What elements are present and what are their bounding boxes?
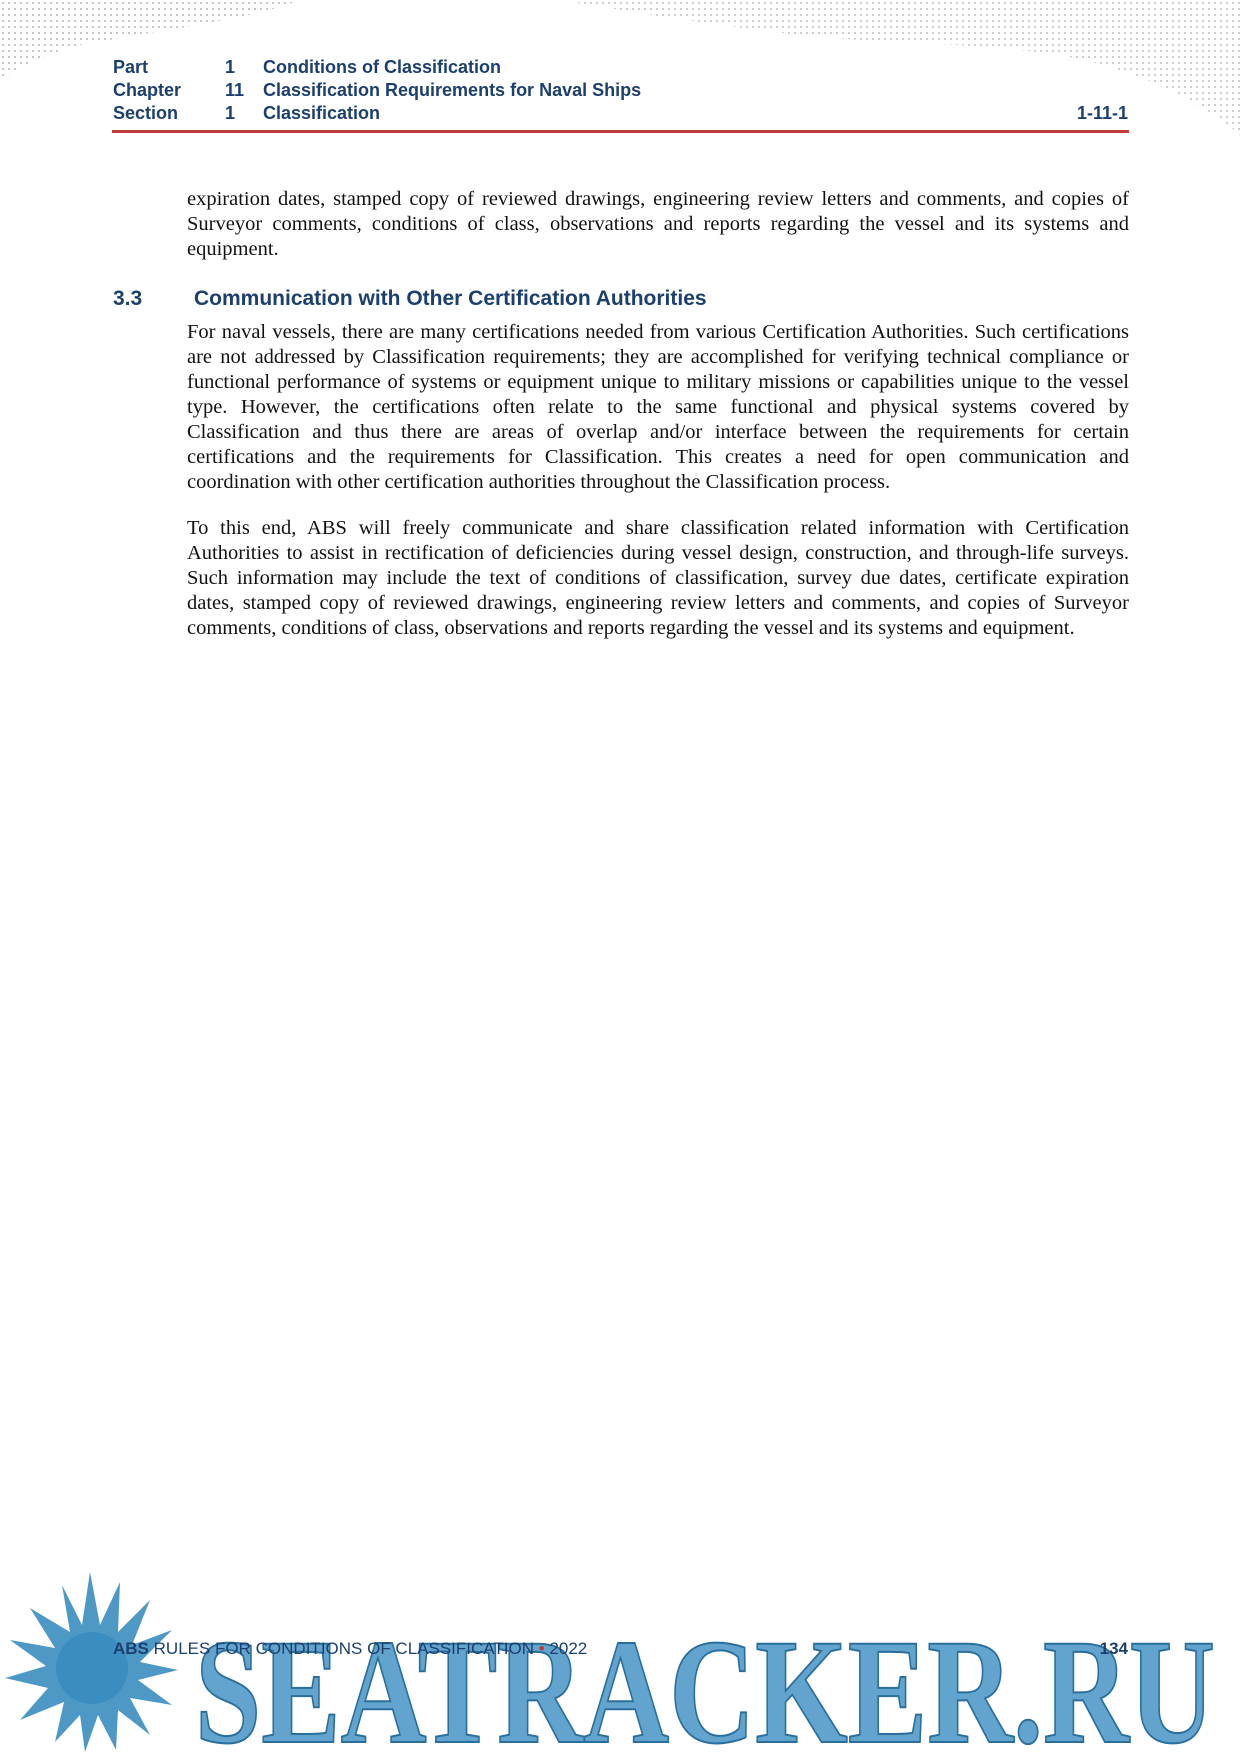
watermark xyxy=(0,1570,1240,1754)
header-number: 1 xyxy=(225,103,236,123)
section-number: 3.3 xyxy=(113,287,143,310)
header-label: Part xyxy=(113,57,149,77)
paragraph-2: To this end, ABS will freely communicate and share classification related information with Certification Authorities to assist in rectification of deficiencies during vessel design, construction, and through-life surveys. Such information may include the text of conditions of classification, survey due dates, certificate expiration dates, stamped copy of reviewed drawings, engineering review letters and comments, and copies of Surveyor comments, conditions of class, observations and reports regarding the vessel and its systems and equipment. xyxy=(187,517,1129,639)
header-label: Section xyxy=(113,103,179,123)
header-title: Classification xyxy=(263,103,381,123)
footer-separator: • xyxy=(538,1639,545,1658)
header-title: Classification Requirements for Naval Ships xyxy=(263,80,642,100)
header-row-section xyxy=(113,102,1128,125)
footer-year: 2022 xyxy=(549,1639,588,1658)
footer-brand: ABS xyxy=(113,1639,149,1658)
page-footer xyxy=(113,1636,1128,1662)
header-row-chapter xyxy=(113,79,1128,102)
running-header xyxy=(113,56,1128,125)
watermark-text: SEATRACKER.RU xyxy=(195,1609,1215,1754)
sunburst-icon xyxy=(5,1572,178,1752)
header-divider xyxy=(112,130,1129,133)
header-row-part xyxy=(113,56,1128,79)
header-section-code: 1-11-1 xyxy=(1076,103,1128,123)
header-number: 1 xyxy=(225,57,236,77)
header-title: Conditions of Classification xyxy=(263,57,502,77)
paragraph-1: For naval vessels, there are many certifications needed from various Certification Authorities. Such certifications are not addressed by Classification requirements; they are accomplished for verifying technical compliance or functional performance of systems or equipment unique to military missions or capabilities unique to the vessel type. However, the certifications often relate to the same functional and physical systems covered by Classification and thus there are areas of overlap and/or interface between the requirements for certain certifications and the requirements for Classification. This creates a need for open communication and coordination with other certification authorities throughout the Classification process. xyxy=(187,321,1129,493)
page-number: 134 xyxy=(1099,1639,1128,1658)
header-label: Chapter xyxy=(113,80,182,100)
section-title: Communication with Other Certification Authorities xyxy=(194,287,707,310)
continued-paragraph: expiration dates, stamped copy of reviewed drawings, engineering review letters and comments, and copies of Surveyor comments, conditions of class, observations and reports regarding the vessel and its systems and equipment. xyxy=(187,188,1129,260)
header-number: 11 xyxy=(225,80,245,100)
footer-title: RULES FOR CONDITIONS OF CLASSIFICATION xyxy=(153,1639,534,1658)
